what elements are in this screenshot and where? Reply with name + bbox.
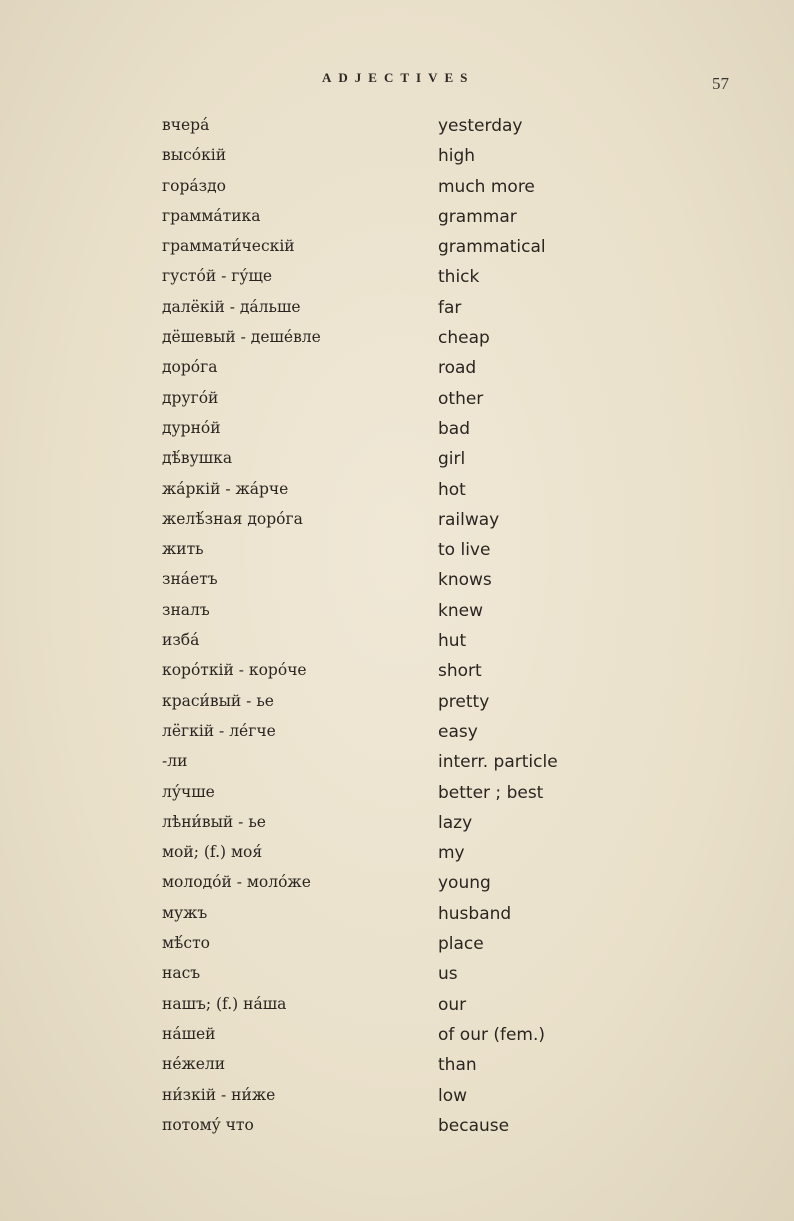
- english-translation: to live: [438, 540, 491, 561]
- english-translation: because: [438, 1115, 510, 1136]
- english-translation: interr. particle: [438, 752, 558, 773]
- english-translation: better ; best: [438, 782, 544, 803]
- russian-word: зналъ: [162, 600, 210, 619]
- vocabulary-row: [0, 1025, 794, 1055]
- russian-word: друго́й: [162, 388, 219, 407]
- english-translation: thick: [438, 267, 480, 288]
- english-translation: railway: [438, 509, 500, 530]
- russian-word: лу́чше: [162, 782, 215, 801]
- vocabulary-row: [0, 510, 794, 540]
- english-translation: road: [438, 358, 477, 379]
- vocabulary-row: [0, 1086, 794, 1116]
- russian-word: -ли: [162, 752, 188, 771]
- vocabulary-row: [0, 904, 794, 934]
- russian-word: доро́га: [162, 358, 218, 377]
- english-translation: husband: [438, 903, 512, 924]
- english-translation: easy: [438, 721, 478, 742]
- vocabulary-row: [0, 722, 794, 752]
- vocabulary-row: [0, 207, 794, 237]
- russian-word: изба́: [162, 631, 200, 650]
- vocabulary-row: [0, 661, 794, 691]
- vocabulary-row: [0, 813, 794, 843]
- russian-word: нашъ; (f.) на́ша: [162, 994, 287, 1013]
- vocabulary-row: [0, 237, 794, 267]
- russian-word: желѣ́зная доро́га: [162, 509, 303, 528]
- russian-word: мѣ́сто: [162, 934, 210, 953]
- vocabulary-row: [0, 540, 794, 570]
- english-translation: knew: [438, 600, 483, 621]
- russian-word: грамма́тика: [162, 206, 261, 225]
- english-translation: than: [438, 1055, 477, 1076]
- russian-word: лёгкій - ле́гче: [162, 721, 276, 740]
- english-translation: knows: [438, 570, 492, 591]
- vocabulary-row: [0, 995, 794, 1025]
- russian-word: лѣни́вый - ье: [162, 812, 266, 831]
- english-translation: pretty: [438, 691, 490, 712]
- russian-word: насъ: [162, 964, 201, 983]
- vocabulary-row: [0, 146, 794, 176]
- vocabulary-row: [0, 1116, 794, 1146]
- english-translation: young: [438, 873, 491, 894]
- english-translation: hut: [438, 631, 467, 652]
- vocabulary-row: [0, 934, 794, 964]
- vocabulary-row: [0, 601, 794, 631]
- russian-word: на́шей: [162, 1024, 216, 1043]
- english-translation: place: [438, 934, 484, 955]
- english-translation: far: [438, 297, 462, 318]
- vocabulary-row: [0, 116, 794, 146]
- russian-word: краси́вый - ье: [162, 691, 274, 710]
- vocabulary-row: [0, 1055, 794, 1085]
- english-translation: girl: [438, 449, 466, 470]
- english-translation: bad: [438, 418, 470, 439]
- russian-word: жить: [162, 540, 204, 559]
- russian-word: мой; (f.) моя́: [162, 843, 263, 862]
- english-translation: short: [438, 661, 482, 682]
- russian-word: зна́етъ: [162, 570, 218, 589]
- english-translation: lazy: [438, 812, 473, 833]
- vocabulary-row: [0, 419, 794, 449]
- vocabulary-row: [0, 298, 794, 328]
- vocabulary-row: [0, 449, 794, 479]
- english-translation: grammar: [438, 206, 517, 227]
- russian-word: ни́зкій - ни́же: [162, 1085, 276, 1104]
- russian-word: густо́й - гу́ще: [162, 267, 273, 286]
- russian-word: дурно́й: [162, 418, 221, 437]
- english-translation: high: [438, 146, 476, 167]
- russian-word: жа́ркій - жа́рче: [162, 479, 289, 498]
- vocabulary-row: [0, 843, 794, 873]
- english-translation: other: [438, 388, 484, 409]
- vocabulary-row: [0, 177, 794, 207]
- russian-word: коро́ткій - коро́че: [162, 661, 307, 680]
- vocabulary-row: [0, 873, 794, 903]
- english-translation: my: [438, 843, 465, 864]
- english-translation: of our (fem.): [438, 1024, 546, 1045]
- russian-word: граммати́ческій: [162, 237, 295, 256]
- english-translation: much more: [438, 176, 535, 197]
- russian-word: не́жели: [162, 1055, 226, 1074]
- english-translation: us: [438, 964, 458, 985]
- english-translation: grammatical: [438, 237, 546, 258]
- russian-word: дёшевый - деше́вле: [162, 328, 321, 347]
- english-translation: cheap: [438, 328, 490, 349]
- vocabulary-row: [0, 752, 794, 782]
- english-translation: our: [438, 994, 467, 1015]
- vocabulary-row: [0, 480, 794, 510]
- russian-word: молодо́й - моло́же: [162, 873, 311, 892]
- vocabulary-row: [0, 631, 794, 661]
- vocabulary-row: [0, 783, 794, 813]
- vocabulary-row: [0, 570, 794, 600]
- vocabulary-row: [0, 964, 794, 994]
- vocabulary-row: [0, 267, 794, 297]
- russian-word: гора́здо: [162, 176, 226, 195]
- english-translation: hot: [438, 479, 466, 500]
- running-head: ADJECTIVES: [322, 70, 475, 85]
- russian-word: далёкій - да́льше: [162, 297, 301, 316]
- page-header: [0, 70, 794, 93]
- english-translation: yesterday: [438, 116, 523, 136]
- english-translation: low: [438, 1085, 468, 1106]
- vocabulary-row: [0, 328, 794, 358]
- russian-word: дѣ́вушка: [162, 449, 233, 468]
- russian-word: потому́ что: [162, 1115, 254, 1134]
- vocabulary-row: [0, 358, 794, 388]
- vocabulary-list: [0, 116, 794, 1146]
- vocabulary-row: [0, 389, 794, 419]
- russian-word: высо́кій: [162, 146, 227, 165]
- russian-word: вчера́: [162, 116, 210, 134]
- vocabulary-row: [0, 692, 794, 722]
- russian-word: мужъ: [162, 903, 208, 922]
- page-number: 57: [712, 74, 729, 93]
